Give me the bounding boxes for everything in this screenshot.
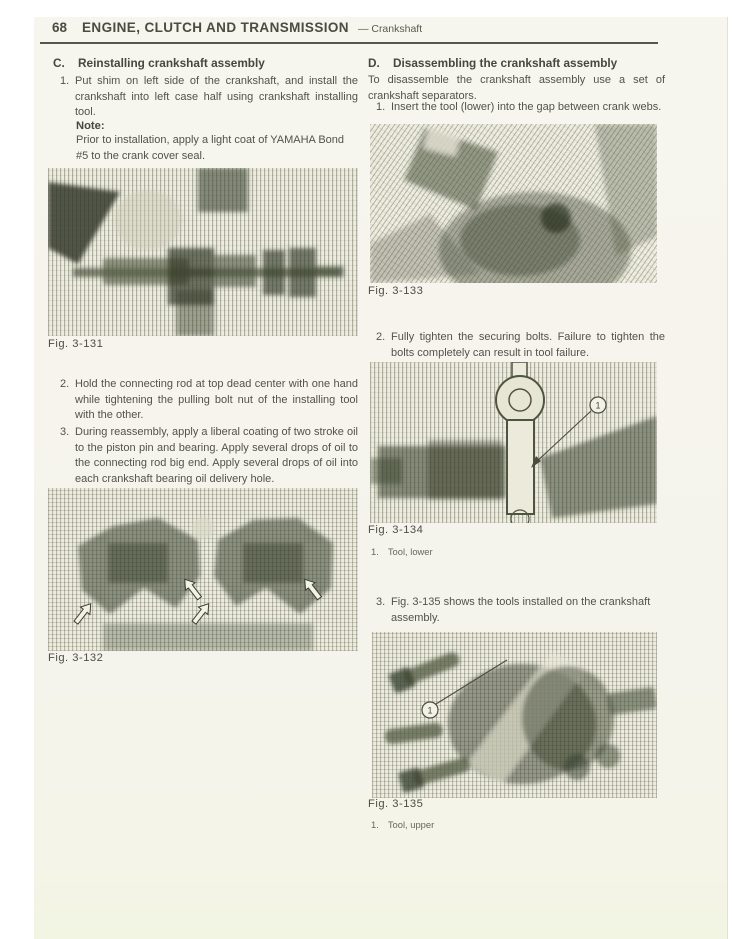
web-shadow-right-shape bbox=[243, 543, 303, 583]
step-d1-number: 1. bbox=[376, 101, 386, 113]
section-c-title: Reinstalling crankshaft assembly bbox=[78, 56, 265, 70]
crank-center-shape bbox=[214, 255, 256, 287]
securing-bolt-shape bbox=[398, 753, 473, 793]
legend-label: Tool, lower bbox=[387, 546, 433, 557]
step-d2-number: 2. bbox=[376, 331, 386, 343]
shaft-end-shape bbox=[316, 266, 344, 277]
note-label: Note: bbox=[76, 120, 105, 132]
step-c2 bbox=[60, 377, 358, 424]
step-c1-number: 1. bbox=[60, 75, 70, 87]
oil-hole-arrow-icon bbox=[71, 600, 95, 626]
bench-shape bbox=[103, 623, 313, 651]
figure-3-134-legend bbox=[371, 546, 433, 557]
nut-shape bbox=[564, 754, 590, 780]
fig-3-131-illustration bbox=[48, 168, 358, 336]
step-d3 bbox=[376, 595, 665, 626]
chapter-title: ENGINE, CLUTCH AND TRANSMISSION bbox=[82, 20, 349, 35]
figure-3-135-photo bbox=[372, 632, 657, 798]
callout-1-label: 1 bbox=[595, 400, 601, 411]
crank-pin-shape bbox=[541, 203, 571, 233]
section-d-letter: D. bbox=[368, 56, 380, 70]
section-d-intro: To disassemble the crankshaft assembly use a set of crankshaft separators. bbox=[368, 74, 665, 102]
crank-body-shadow-shape bbox=[428, 440, 502, 500]
nut-shape bbox=[596, 744, 620, 768]
figure-3-135-legend bbox=[371, 819, 434, 830]
securing-bolt-shape bbox=[388, 647, 463, 693]
section-d-title: Disassembling the crankshaft assembly bbox=[393, 56, 618, 70]
step-d3-text: Fig. 3-135 shows the tools installed on the crankshaft assembly. bbox=[391, 596, 651, 624]
figure-3-134-caption: Fig. 3-134 bbox=[368, 524, 424, 536]
hand-shape bbox=[114, 190, 182, 250]
step-d2 bbox=[376, 330, 665, 361]
step-d2-text: Fully tighten the securing bolts. Failure to tighten the bolts completely can result in tool failure. bbox=[391, 331, 665, 359]
legend-number: 1. bbox=[371, 819, 379, 830]
fig-3-135-illustration bbox=[372, 632, 657, 798]
section-subtitle: — Crankshaft bbox=[357, 23, 423, 35]
oil-hole-arrow-icon bbox=[189, 600, 213, 626]
securing-bolt-shape bbox=[384, 722, 444, 745]
step-c3 bbox=[60, 425, 358, 487]
tool-lower-shape bbox=[496, 362, 544, 523]
note-block bbox=[76, 120, 357, 164]
legend-label: Tool, upper bbox=[387, 819, 435, 830]
figure-3-133-caption: Fig. 3-133 bbox=[368, 285, 424, 297]
figure-3-131-caption: Fig. 3-131 bbox=[48, 338, 104, 350]
step-c2-number: 2. bbox=[60, 378, 70, 390]
header-rule bbox=[40, 42, 658, 44]
page-number: 68 bbox=[52, 20, 68, 35]
figure-3-132-photo bbox=[48, 488, 358, 651]
section-d-heading bbox=[368, 56, 668, 70]
fig-3-132-illustration bbox=[48, 488, 358, 651]
step-c1 bbox=[60, 74, 358, 121]
flywheel-right-shape bbox=[289, 248, 316, 297]
callout-1-label: 1 bbox=[427, 705, 433, 716]
tool-top-shape bbox=[198, 168, 248, 212]
section-c-letter: C. bbox=[53, 56, 65, 70]
step-c1-text: Put shim on left side of the crankshaft, and install the crankshaft into left case half using crankshaft installing tool. bbox=[75, 75, 358, 118]
note-text: Prior to installation, apply a light coat of YAMAHA Bond #5 to the crank cover seal. bbox=[76, 134, 345, 162]
step-c3-number: 3. bbox=[60, 426, 70, 438]
step-c3-text: During reassembly, apply a liberal coating of two stroke oil to the piston pin and bearing. Apply several drops of oil to the connecting rod big end. Apply several drops of oil into each crankshaft bearing oil delivery hole. bbox=[75, 426, 358, 485]
figure-3-133-photo bbox=[370, 124, 657, 283]
step-d1-text: Insert the tool (lower) into the gap between crank webs. bbox=[391, 101, 662, 113]
fig-3-133-illustration bbox=[370, 124, 657, 283]
shadow-wedge-shape bbox=[48, 182, 120, 264]
legend-number: 1. bbox=[371, 546, 379, 557]
flywheel-left-shape bbox=[263, 250, 285, 295]
figure-3-135-caption: Fig. 3-135 bbox=[368, 798, 424, 810]
crank-web-right-shape bbox=[540, 416, 657, 518]
step-d1 bbox=[376, 100, 666, 116]
step-d3-number: 3. bbox=[376, 596, 386, 608]
web-shadow-left-shape bbox=[108, 543, 168, 583]
fig-3-134-illustration bbox=[370, 362, 657, 523]
shaft-stub-shape bbox=[607, 687, 657, 715]
figure-3-132-caption: Fig. 3-132 bbox=[48, 652, 104, 664]
bench-shadow-shape bbox=[176, 290, 214, 336]
page-header bbox=[52, 20, 422, 35]
section-c-heading bbox=[53, 56, 355, 70]
center-pin-shape bbox=[192, 517, 214, 539]
step-c2-text: Hold the connecting rod at top dead center with one hand while tightening the pulling bolt nut of the installing tool with the other. bbox=[75, 378, 358, 421]
figure-3-131-photo bbox=[48, 168, 358, 336]
figure-3-134-photo bbox=[370, 362, 657, 523]
